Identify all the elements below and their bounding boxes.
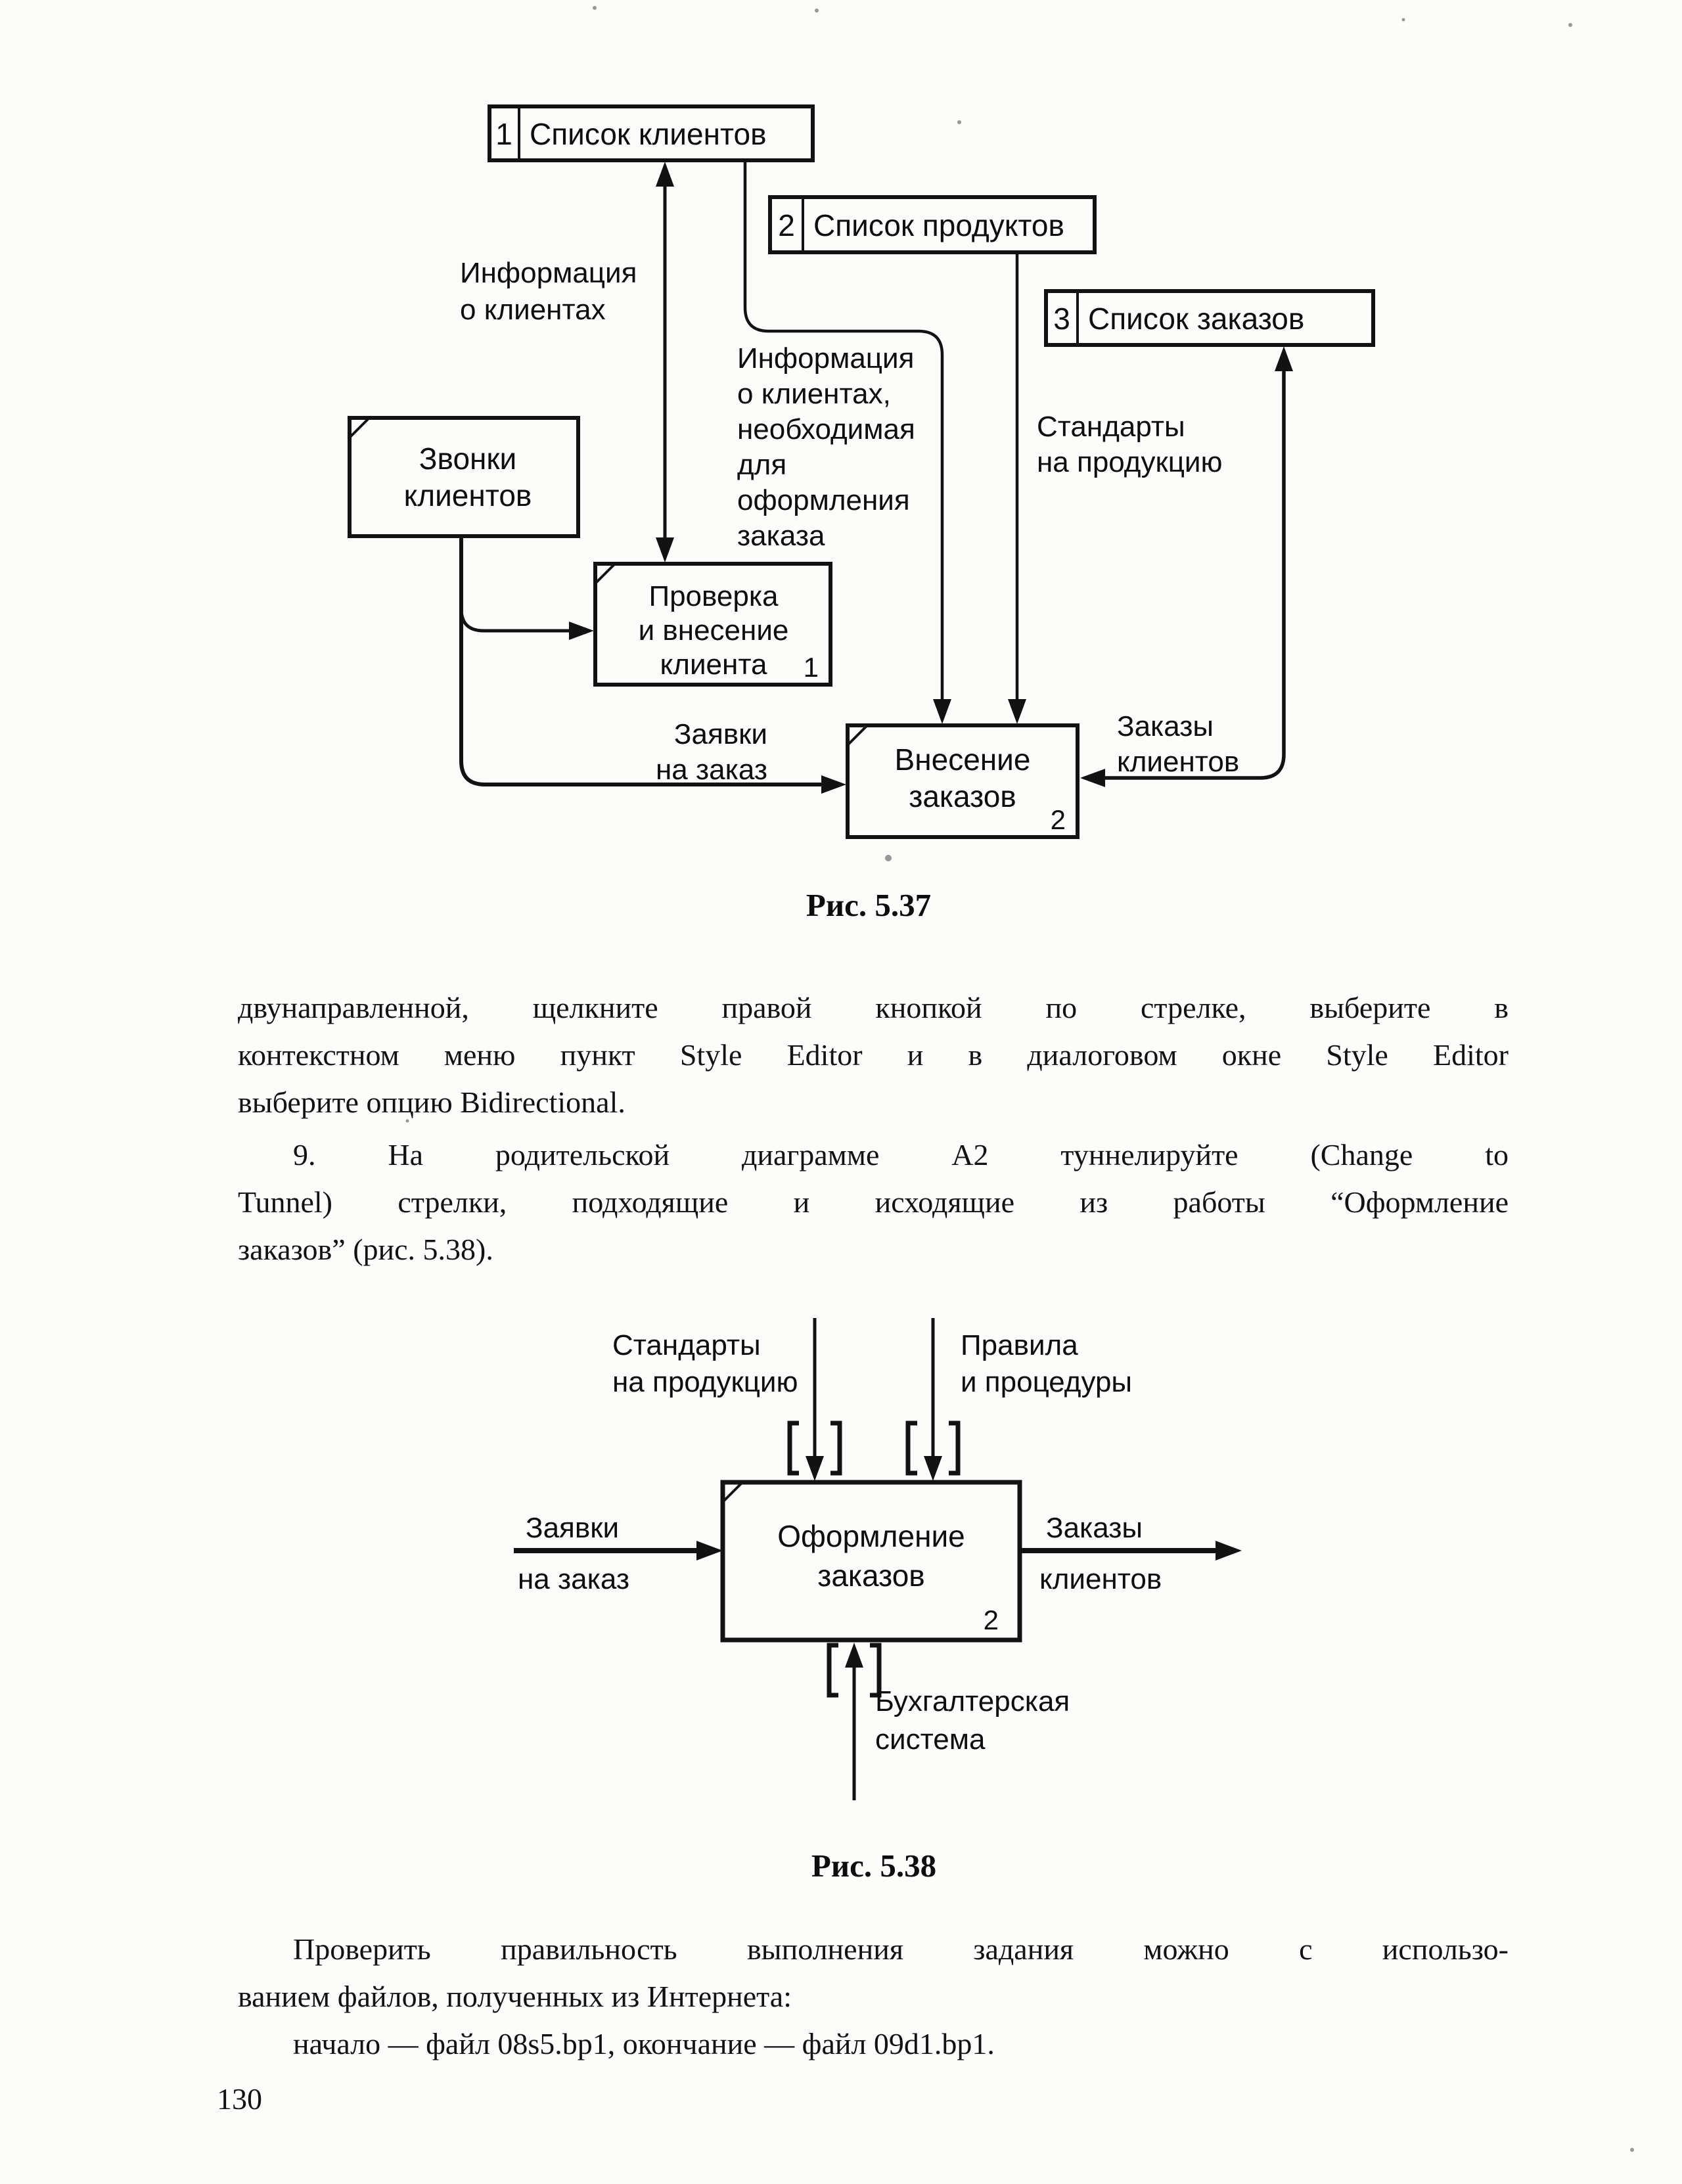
activity-number: 1 — [803, 652, 819, 683]
data-store-label: Список продуктов — [813, 208, 1064, 242]
external-client-calls — [350, 418, 578, 536]
svg-text:о клиентах: о клиентах — [460, 294, 606, 326]
arrow-info-clients-bidirectional — [656, 162, 674, 562]
activity-label-line1: Оформление — [777, 1519, 965, 1553]
text-line: двунаправленной, щелкните правой кнопкой по стрелке, выберите в — [238, 991, 1509, 1024]
text-line: Tunnel) стрелки, подходящие и исходящие из работы “Оформление — [238, 1185, 1509, 1219]
data-store-order-list — [1046, 291, 1373, 345]
text-line: ванием файлов, полученных из Интернета: — [238, 1980, 792, 2013]
svg-text:на продукцию: на продукцию — [1037, 446, 1223, 478]
activity-label-line1: Проверка — [648, 580, 779, 612]
arrow-mechanism-accounting — [829, 1643, 879, 1800]
data-store-label: Список клиентов — [530, 117, 767, 151]
text-line: контекстном меню пункт Style Editor и в диалоговом окне Style Editor — [238, 1038, 1509, 1072]
svg-text:на заказ: на заказ — [518, 1563, 630, 1595]
activity-label-line2: и внесение — [638, 614, 789, 647]
svg-text:Заказы: Заказы — [1117, 710, 1214, 742]
activity-label-line2: заказов — [909, 779, 1016, 813]
label-order-requests — [656, 718, 767, 786]
tunnel-bracket-icon — [949, 1423, 958, 1473]
tunnel-bracket-icon — [908, 1423, 917, 1473]
tunnel-bracket-icon — [829, 1645, 838, 1695]
label-info-clients — [460, 257, 637, 326]
figure-5-38 — [514, 1318, 1242, 1884]
data-store-client-list — [489, 106, 813, 160]
svg-text:Бухгалтерская: Бухгалтерская — [875, 1685, 1070, 1718]
data-store-number: 1 — [495, 117, 512, 151]
svg-text:Правила: Правила — [961, 1329, 1078, 1361]
figure-5-37 — [350, 106, 1373, 923]
activity-check-client — [595, 564, 830, 685]
data-store-number: 2 — [778, 208, 795, 242]
figure-caption: Рис. 5.38 — [811, 1848, 937, 1884]
label-client-orders — [1117, 710, 1239, 778]
svg-text:система: система — [875, 1723, 986, 1756]
text-line: Проверить правильность выполнения задания можно с использо- — [293, 1932, 1509, 1966]
label-product-standards — [1037, 411, 1223, 478]
svg-text:Заявки: Заявки — [673, 718, 767, 750]
svg-text:клиентов: клиентов — [1117, 746, 1240, 778]
activity-process-orders — [723, 1482, 1020, 1640]
activity-number: 2 — [983, 1604, 999, 1635]
arrow-product-standards — [1008, 254, 1026, 724]
text-line: 9. На родительской диаграмме А2 туннелируйте (Change to — [293, 1138, 1509, 1172]
svg-text:на заказ: на заказ — [655, 754, 767, 786]
arrow-control-rules — [908, 1318, 958, 1481]
data-store-product-list — [770, 197, 1095, 252]
arrow-control-standards — [790, 1318, 840, 1481]
data-store-label: Список заказов — [1088, 302, 1305, 336]
tunnel-bracket-icon — [830, 1423, 840, 1473]
text-line: начало — файл 08s5.bp1, окончание — файл 09d1.bp1. — [293, 2027, 995, 2060]
svg-text:Стандарты: Стандарты — [612, 1329, 761, 1361]
activity-enter-orders — [848, 725, 1078, 837]
svg-text:Стандарты: Стандарты — [1037, 411, 1185, 443]
svg-text:Заявки: Заявки — [526, 1512, 620, 1544]
figure-caption: Рис. 5.37 — [806, 887, 932, 923]
svg-text:оформления: оформления — [737, 484, 910, 516]
svg-text:о клиентах,: о клиентах, — [737, 378, 891, 410]
label-order-requests — [518, 1512, 629, 1595]
svg-text:и процедуры: и процедуры — [961, 1366, 1133, 1398]
text-line: выберите опцию Bidirectional. — [238, 1085, 625, 1119]
activity-number: 2 — [1050, 804, 1066, 835]
activity-label-line3: клиента — [660, 648, 767, 681]
svg-text:заказа: заказа — [737, 520, 825, 552]
tunnel-bracket-icon — [790, 1423, 799, 1473]
label-rules-procedures — [961, 1329, 1132, 1398]
activity-label-line1: Внесение — [894, 742, 1031, 777]
paragraph-check-files — [238, 1926, 1509, 2068]
svg-text:на продукцию: на продукцию — [612, 1366, 798, 1398]
label-accounting-system — [875, 1685, 1070, 1756]
arrow-client-calls-to-check — [461, 608, 594, 640]
svg-text:Информация: Информация — [737, 342, 915, 375]
svg-text:для: для — [737, 449, 787, 481]
page-number: 130 — [217, 2082, 262, 2116]
label-client-orders — [1039, 1512, 1162, 1595]
external-label-line1: Звонки — [419, 442, 517, 476]
paragraph-style-editor — [238, 984, 1509, 1126]
external-label-line2: клиентов — [403, 478, 532, 512]
label-info-clients-for-order — [737, 342, 915, 552]
svg-text:клиентов: клиентов — [1039, 1563, 1162, 1595]
text-line: заказов” (рис. 5.38). — [238, 1233, 493, 1266]
svg-text:необходимая: необходимая — [737, 413, 915, 445]
activity-label-line2: заказов — [817, 1558, 925, 1593]
svg-text:Информация: Информация — [460, 257, 637, 289]
paragraph-item-9 — [238, 1131, 1509, 1273]
data-store-number: 3 — [1053, 302, 1070, 336]
label-product-standards — [612, 1329, 798, 1398]
svg-text:Заказы: Заказы — [1046, 1512, 1143, 1544]
